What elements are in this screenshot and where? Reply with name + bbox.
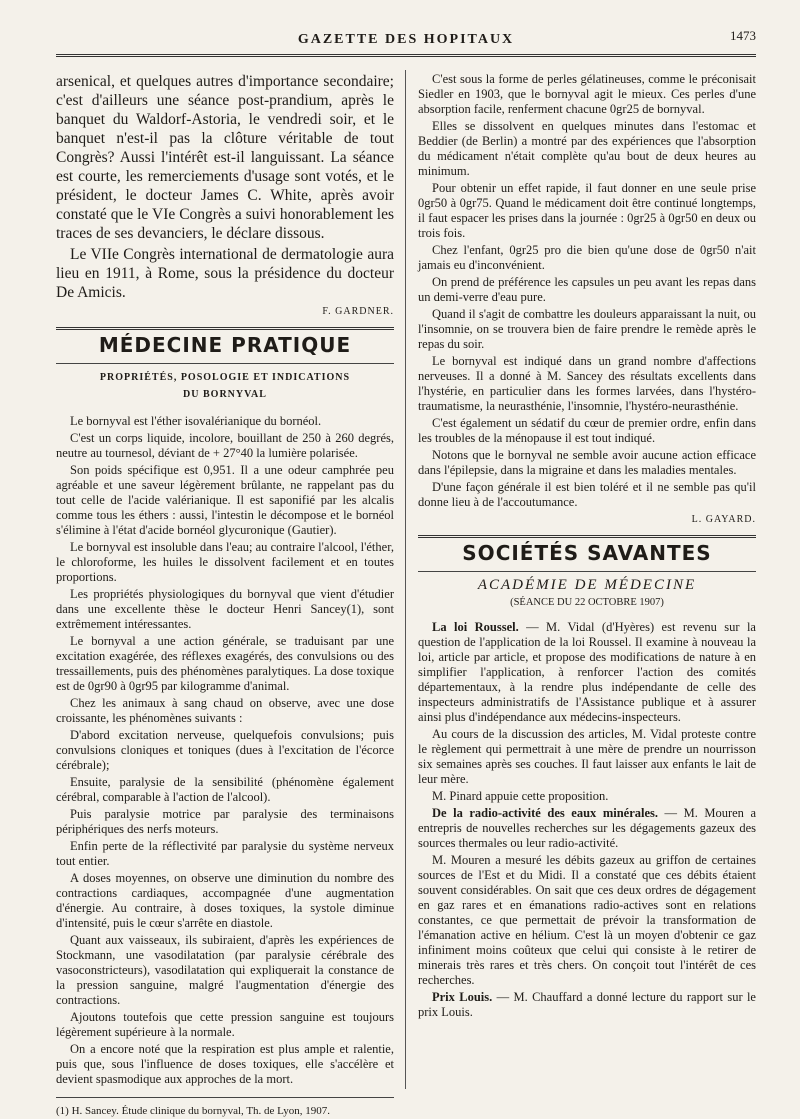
paragraph: C'est sous la forme de perles gélatineuses, comme le préconisait Siedler en 1903, que le bornyval agit le mieux. Ces perles d'une absorption facile, renferment chacune 0gr25 de bornyval. (418, 72, 756, 116)
paragraph: Chez l'enfant, 0gr25 pro die bien qu'une dose de 0gr50 n'ait jamais eu d'inconvénient. (418, 243, 756, 272)
journal-title: GAZETTE DES HOPITAUX (297, 32, 515, 47)
proceedings-item-text: — M. Vidal (d'Hyères) est revenu sur la question de l'application de la loi Roussel. Il examine à nouveau la loi, article par article, et propose des modifications de nature à en simplifier l'application, à renforcer l'action des comités départementaux, à la rendre plus indépendante de celle des inspecteurs administratifs de l'Assistance publique et à assurer ainsi plus d'indépendance aux médecins-inspecteurs. (418, 620, 756, 724)
section-rule (56, 327, 394, 330)
academy-proceedings (418, 620, 756, 1020)
closing-paragraph: Le VIIe Congrès international de dermatologie aura lieu en 1911, à Rome, sous la présidence du docteur De Amicis. (56, 246, 394, 301)
proceedings-item-heading: Prix Louis. (432, 990, 493, 1004)
paragraph: Son poids spécifique est 0,951. Il a une odeur camphrée peu agréable et une saveur légèrement brûlante, ne rappelant pas du tout celle de l'acide valérianique. Il est saponifié par les alcalis comme tous les éthers : aussi, l'intestin le décompose et le bornéol s'élimine à l'état d'acide bornéol glycuronique (Gautier). (56, 463, 394, 537)
header-rule (56, 54, 756, 57)
proceedings-item (418, 620, 756, 725)
column-divider (405, 70, 406, 1089)
paragraph: Pour obtenir un effet rapide, il faut donner en une seule prise 0gr50 à 0gr75. Quand le médicament doit être continué longtemps, il faut espacer les prises dans la journée : 0gr25 à 0gr50 en deux ou trois fois. (418, 181, 756, 240)
paragraph: On a encore noté que la respiration est plus ample et ralentie, puis que, sous l'influence de doses toxiques, elle s'accélère et devient spasmodique aux approches de la mort. (56, 1042, 394, 1086)
paragraph: A doses moyennes, on observe une diminution du nombre des contractions cardiaques, accompagnée d'une augmentation d'énergie. Au contraire, à doses toxiques, la systole diminue d'intensité, puis le cœur s'arrête en diastole. (56, 871, 394, 930)
session-date: (SÉANCE DU 22 OCTOBRE 1907) (510, 597, 664, 608)
footnote: (1) H. Sancey. Étude clinique du bornyval, Th. de Lyon, 1907. (56, 1105, 331, 1117)
proceedings-item (418, 990, 756, 1020)
paragraph: Quant aux vaisseaux, ils subiraient, d'après les expériences de Stockmann, une vasodilatation (par paralysie cérébrale des vasoconstricteurs), vasodilatation qui expliquerait la constance de la pression sanguine, malgré l'augmentation d'énergie des contractions. (56, 933, 394, 1007)
proceedings-item-text: Au cours de la discussion des articles, M. Vidal proteste contre le règlement qui permettrait à une mère de prendre un nourrisson six semaines après ses couches. Il faut laisser aux enfants le lait de leur mère. (418, 727, 756, 786)
proceedings-item-text: M. Mouren a mesuré les débits gazeux au griffon de certaines sources de l'Est et du Midi. Il a constaté que ces débits étaient souvent considérables. On sait que ces deux ordres de dégagement en gaz rares et en émanations radio-actives sont en relations constantes, ce que permettait de prévoir la transformation de l'émanation active en hélium. C'est là un moyen d'obtenir ce gaz infiniment moins coûteux que celui qui consiste à le retirer de minerais très rares et très chers. On conçoit tout l'intérêt de ces recherches. (418, 853, 756, 987)
proceedings-item-heading: La loi Roussel. (432, 620, 519, 634)
article-body-continued (418, 72, 756, 510)
proceedings-item (418, 789, 756, 804)
paragraph: Le bornyval est insoluble dans l'eau; au contraire l'alcool, l'éther, le chloroforme, les huiles le dissolvent facilement et en toutes proportions. (56, 540, 394, 584)
section-title-societes-savantes: SOCIÉTÉS SAVANTES (462, 541, 712, 565)
proceedings-item-text: — M. Chauffard a donné lecture du rapport sur le prix Louis. (418, 990, 756, 1019)
paragraph: Ajoutons toutefois que cette pression sanguine est toujours légèrement supérieure à la normale. (56, 1010, 394, 1039)
paragraph: Les propriétés physiologiques du bornyval que vient d'étudier dans une excellente thèse le docteur Henri Sancey(1), sont extrêmement intéressantes. (56, 587, 394, 631)
paragraph: Le bornyval a une action générale, se traduisant par une excitation exagérée, des réflexes exagérés, des convulsions ou des tressaillements, puis des phénomènes paralytiques. La dose toxique est de 0gr90 à 0gr95 par kilogramme d'animal. (56, 634, 394, 693)
section-title-rule-2 (418, 571, 756, 572)
paragraph: Notons que le bornyval ne semble avoir aucune action efficace dans l'épilepsie, dans la migraine et dans les maladies mentales. (418, 448, 756, 477)
closing-signature: F. GARDNER. (322, 306, 394, 317)
proceedings-item (418, 806, 756, 851)
paragraph: On prend de préférence les capsules un peu avant les repas dans un demi-verre d'eau pure. (418, 275, 756, 304)
proceedings-item (418, 727, 756, 787)
paragraph: D'une façon générale il est bien toléré et il ne semble pas qu'il donne lieu à de l'accoutumance. (418, 480, 756, 509)
footnote-rule (56, 1097, 394, 1098)
paragraph: C'est également un sédatif du cœur de premier ordre, enfin dans les troubles de la ménopause il est tout indiqué. (418, 416, 756, 445)
article-subtitle-2: DU BORNYVAL (183, 389, 267, 400)
paragraph: Ensuite, paralysie de la sensibilité (phénomène également cérébral, comparable à l'action de l'alcool). (56, 775, 394, 804)
article-signature: L. GAYARD. (691, 514, 756, 525)
proceedings-item-text: M. Pinard appuie cette proposition. (432, 789, 609, 803)
article-body (56, 414, 394, 1087)
article-subtitle: PROPRIÉTÉS, POSOLOGIE ET INDICATIONS (99, 372, 351, 383)
proceedings-item-heading: De la radio-activité des eaux minérales. (432, 806, 659, 820)
page-header (56, 24, 756, 64)
paragraph: D'abord excitation nerveuse, quelquefois convulsions; puis convulsions cloniques et toniques (dues à l'excitation de l'écorce cérébrale); (56, 728, 394, 772)
section-title-medecine-pratique: MÉDECINE PRATIQUE (98, 333, 352, 357)
paragraph: Enfin perte de la réflectivité par paralysie du système nerveux tout entier. (56, 839, 394, 868)
paragraph: Quand il s'agit de combattre les douleurs apparaissant la nuit, ou l'insomnie, on se trouvera bien de faire prendre le remède après le repas du soir. (418, 307, 756, 351)
page-number: 1473 (730, 28, 756, 43)
section-rule-2 (418, 535, 756, 538)
intro-paragraph: arsenical, et quelques autres d'importance secondaire; c'est d'ailleurs une séance post-prandium, après le banquet du Waldorf-Astoria, le vendredi soir, et le banquet n'est-il pas la clôture véritable de tout Congrès? Aussi l'intérêt est-il languissant. La séance est courte, les remerciements d'usage sont votés, et le président, le docteur James C. White, après avoir constaté que le VIe Congrès a suivi honorablement les traces de ses devanciers, le déclare dissous. (56, 73, 394, 242)
left-column (56, 72, 394, 1117)
proceedings-item (418, 853, 756, 988)
academy-title: ACADÉMIE DE MÉDECINE (477, 577, 697, 593)
paragraph: C'est un corps liquide, incolore, bouillant de 250 à 260 degrés, neutre au tournesol, déviant de + 27°40 la lumière polarisée. (56, 431, 394, 460)
paragraph: Elles se dissolvent en quelques minutes dans l'estomac et Beddier (de Berlin) a montré par des expériences que l'absorption du médicament n'était complète qu'au bout de deux heures au minimum. (418, 119, 756, 178)
section-title-rule (56, 363, 394, 364)
paragraph: Chez les animaux à sang chaud on observe, avec une dose croissante, les phénomènes suivants : (56, 696, 394, 725)
right-column (418, 72, 756, 1093)
proceedings-item-text: — M. Mouren a entrepris de nouvelles recherches sur les dégagements gazeux des sources thermales ou leur radio-activité. (418, 806, 756, 850)
paragraph: Le bornyval est indiqué dans un grand nombre d'affections nerveuses. Il a donné à M. Sancey des résultats excellents dans l'hystérie, en particulier dans les formes larvées, dans l'hystéro-traumatisme, la neurasthénie, l'insomnie, l'hystéro-neurasthénie. (418, 354, 756, 413)
paragraph: Puis paralysie motrice par paralysie des terminaisons périphériques des nerfs moteurs. (56, 807, 394, 836)
paragraph: Le bornyval est l'éther isovalérianique du bornéol. (70, 414, 322, 428)
